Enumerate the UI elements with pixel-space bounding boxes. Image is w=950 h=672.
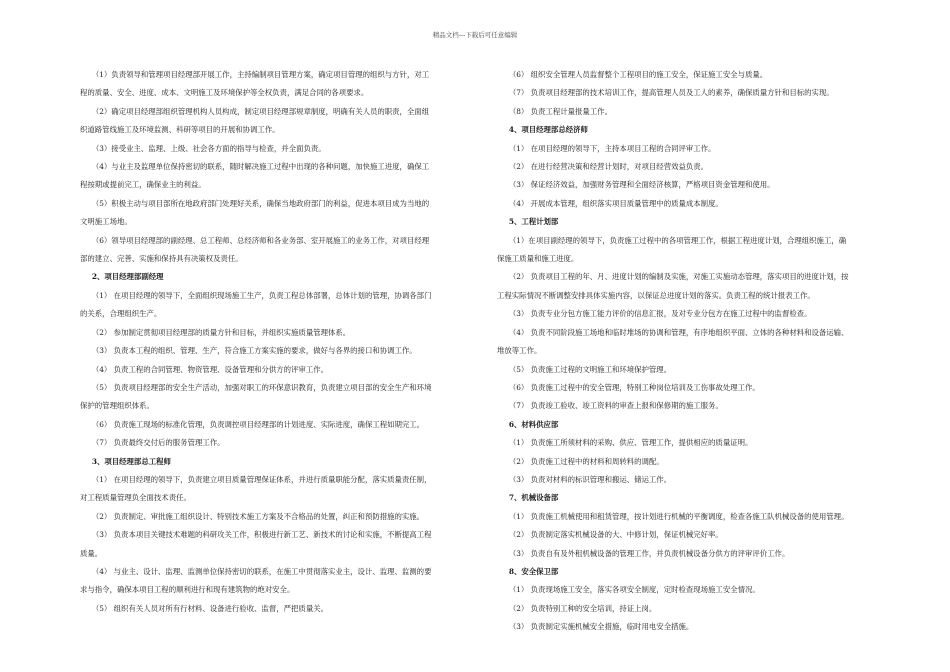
paragraph-line: （3） 负责专业分包方施工能力评价的信息汇报，及对专业分包方在施工过程中的监督检查。 [508,309,812,319]
paragraph-line: （3） 负责制定实施机械安全措施，临时用电安全措施。 [508,622,694,632]
paragraph-line: 质量。 [80,548,103,558]
paragraph-line: （2） 负责制定、审批施工组织设计、特别技术施工方案及不合格品的处置，纠正和预防措施的实施。 [91,511,425,521]
paragraph-line: （3） 负责对材料的标识管理和搬运、储运工作。 [508,474,672,484]
paragraph-line: （2）确定项目经理部组织管理机构人员构成，制定项目经理部规章制度，明确有关人员的职责，全面组 [91,106,430,116]
paragraph-line: （5） 负责项目经理部的安全生产活动，加强对职工的环保意识教育，负责建立项目部的安全生产和环境 [91,382,432,392]
paragraph-line: （8） 负责工程计量报量工作。 [508,106,612,116]
paragraph-line: （5）积极主动与项目部所在地政府部门处理好关系，确保当地政府部门的利益，促进本项目成为当地的 [91,198,430,208]
paragraph-line: （1） 负责施工所须材料的采购、供应、管理工作，提供相应的质量证明。 [508,438,753,448]
paragraph-line: （3） 保证经济效益，加强财务管理和全面经济核算，严格项目资金管理和使用。 [508,180,775,190]
paragraph-line: 程的质量、安全、进度、成本、文明施工及环境保护等全权负责，满足合同的各项要求。 [80,88,369,98]
paragraph-line: 保施工质量和施工进度。 [497,254,579,264]
paragraph-line: 对工程质量管理负全面技术责任。 [80,493,191,503]
paragraph-line: 织道路管线施工及环境监测、科研等项目的开展和协调工作。 [80,125,280,135]
paragraph-line: （6） 负责施工现场的标准化管理，负责调控项目经理部的计划进度、实际进度，确保工程如期完工。 [91,419,425,429]
paragraph-line: （4） 与业主、设计、监理、监测单位保持密切的联系，在施工中贯彻落实业主，设计、监理、监测的要 [91,566,432,576]
section-heading: 8、安全保卫部 [508,566,559,576]
right-column [497,66,887,637]
paragraph-line: （2） 负责项目工程的年、月、进度计划的编制及实施，对施工实施动态管理，落实项目的进度计划，按 [508,272,849,282]
paragraph-line: （7） 负责竣工验收、竣工资料的审查上报和保修期的施工服务。 [508,401,723,411]
paragraph-line: （3） 负责自有及外租机械设备的管理工作，并负责机械设备分供方的评审评价工作。 [508,548,790,558]
page-header: 精品文档---下载后可任意编辑 [432,31,518,39]
paragraph-line: 求与指令，确保本项目工程的顺利进行和现有建筑物的绝对安全。 [80,585,295,595]
paragraph-line: （4）与业主及监理单位保持密切的联系，随时解决施工过程中出现的各种问题，加快施工进度，确保工 [91,162,430,172]
paragraph-line: （5） 负责施工过程的文明施工和环境保护管理。 [508,364,672,374]
paragraph-line: （4） 开展成本管理，组织落实项目质量管理中的质量成本制度。 [508,198,723,208]
paragraph-line: （3） 负责本项目关键技术难题的科研攻关工作，积极进行新工艺、新技术的讨论和实施，不断提高工程 [91,530,432,540]
section-heading: 2、项目经理部副经理 [91,272,164,282]
paragraph-line: （1） 在项目经理的领导下，全面组织现场施工生产，负责工程总体部署，总体计划的管理，协调各部门 [91,290,432,300]
paragraph-line: （4） 负责不同阶段施工场地和临时堆场的协调和管理，有序地组织平面、立体的各种材料和设备运输、 [508,327,849,337]
paragraph-line: （2） 负责制定落实机械设备的大、中修计划，保证机械完好率。 [508,530,723,540]
paragraph-line: （6） 组织安全管理人员监督整个工程项目的施工安全，保证施工安全与质量。 [508,70,768,79]
section-heading: 6、材料供应部 [508,419,559,429]
section-heading: 4、项目经理部总经济师 [508,125,588,135]
paragraph-line: 的关系，合理组织生产。 [80,309,162,319]
paragraph-line: （2） 在进行经营决策和经营计划时，对项目经营效益负责。 [508,162,709,172]
paragraph-line: 堆放等工作。 [497,346,542,356]
left-column [80,66,480,618]
paragraph-line: （1） 在项目经理的领导下，主持本项目工程的合同评审工作。 [508,143,716,153]
paragraph-line: （3） 负责本工程的组织、管理、生产，符合施工方案实施的要求，做好与各界的接口和协调工作。 [91,346,417,356]
paragraph-line: （3）接受业主、监理、上级、社会各方面的指导与检查，并全面负责。 [91,143,326,153]
paragraph-line: （7） 负责项目经理部的技术培训工作，提高管理人员及工人的素养，确保质量方针和目标的实现。 [508,88,834,98]
paragraph-line: （1）在项目副经理的领导下，负责施工过程中的各项管理工作，根据工程进度计划，合理组织施工，确 [508,235,847,245]
paragraph-line: （6）领导项目经理部的副经理、总工程师、总经济师和各业务部、室开展施工的业务工作，对项目经理 [91,235,430,245]
paragraph-line: （6） 负责施工过程中的安全管理，特别工种岗位培训及工伤事故处理工作。 [508,382,760,392]
paragraph-line: 部的建立、完善、实施和保持具有决策权及责任。 [80,254,243,264]
paragraph-line: （1） 负责现场施工安全，落实各项安全制度，定时检查现场施工安全情况。 [508,585,760,595]
paragraph-line: （4） 负责工程的合同管理、物资管理、设备管理和分供方的评审工作。 [91,364,328,374]
section-heading: 7、机械设备部 [508,493,559,503]
paragraph-line: （2） 负责特别工种的安全培训，持证上岗。 [508,603,657,613]
paragraph-line: （1）负责领导和管理项目经理部开展工作，主持编制项目管理方案，确定项目管理的组织与方针，对工 [91,70,430,79]
paragraph-line: 工程实际情况不断调整安排具体实施内容，以保证总进度计划的落实。负责工程的统计报表工作。 [497,290,815,300]
paragraph-line: （5） 组织有关人员对所有行材料、设备进行验收、监督，严把质量关。 [91,603,328,613]
paragraph-line: 文明施工场地。 [80,217,132,227]
paragraph-line: （1） 在项目经理的领导下，负责建立项目质量管理保证体系，并进行质量职能分配，落实质量责任制， [91,474,432,484]
paragraph-line: 程按期或提前完工，确保业主的利益。 [80,180,206,190]
paragraph-line: （1） 负责施工机械使用和租赁管理，按计划进行机械的平衡调度，检查各施工队机械设备的使用管理。 [508,511,849,521]
section-heading: 5、工程计划部 [508,217,559,227]
paragraph-line: （7） 负责最终交付后的服务管理工作。 [91,438,225,448]
section-heading: 3、项目经理部总工程师 [91,456,171,466]
paragraph-line: （2） 参加制定贯彻项目经理部的质量方针和目标，并组织实施质量管理体系。 [91,327,351,337]
paragraph-line: 保护的管理组织体系。 [80,401,154,411]
paragraph-line: （2） 负责施工过程中的材料和周转料的调配。 [508,456,664,466]
